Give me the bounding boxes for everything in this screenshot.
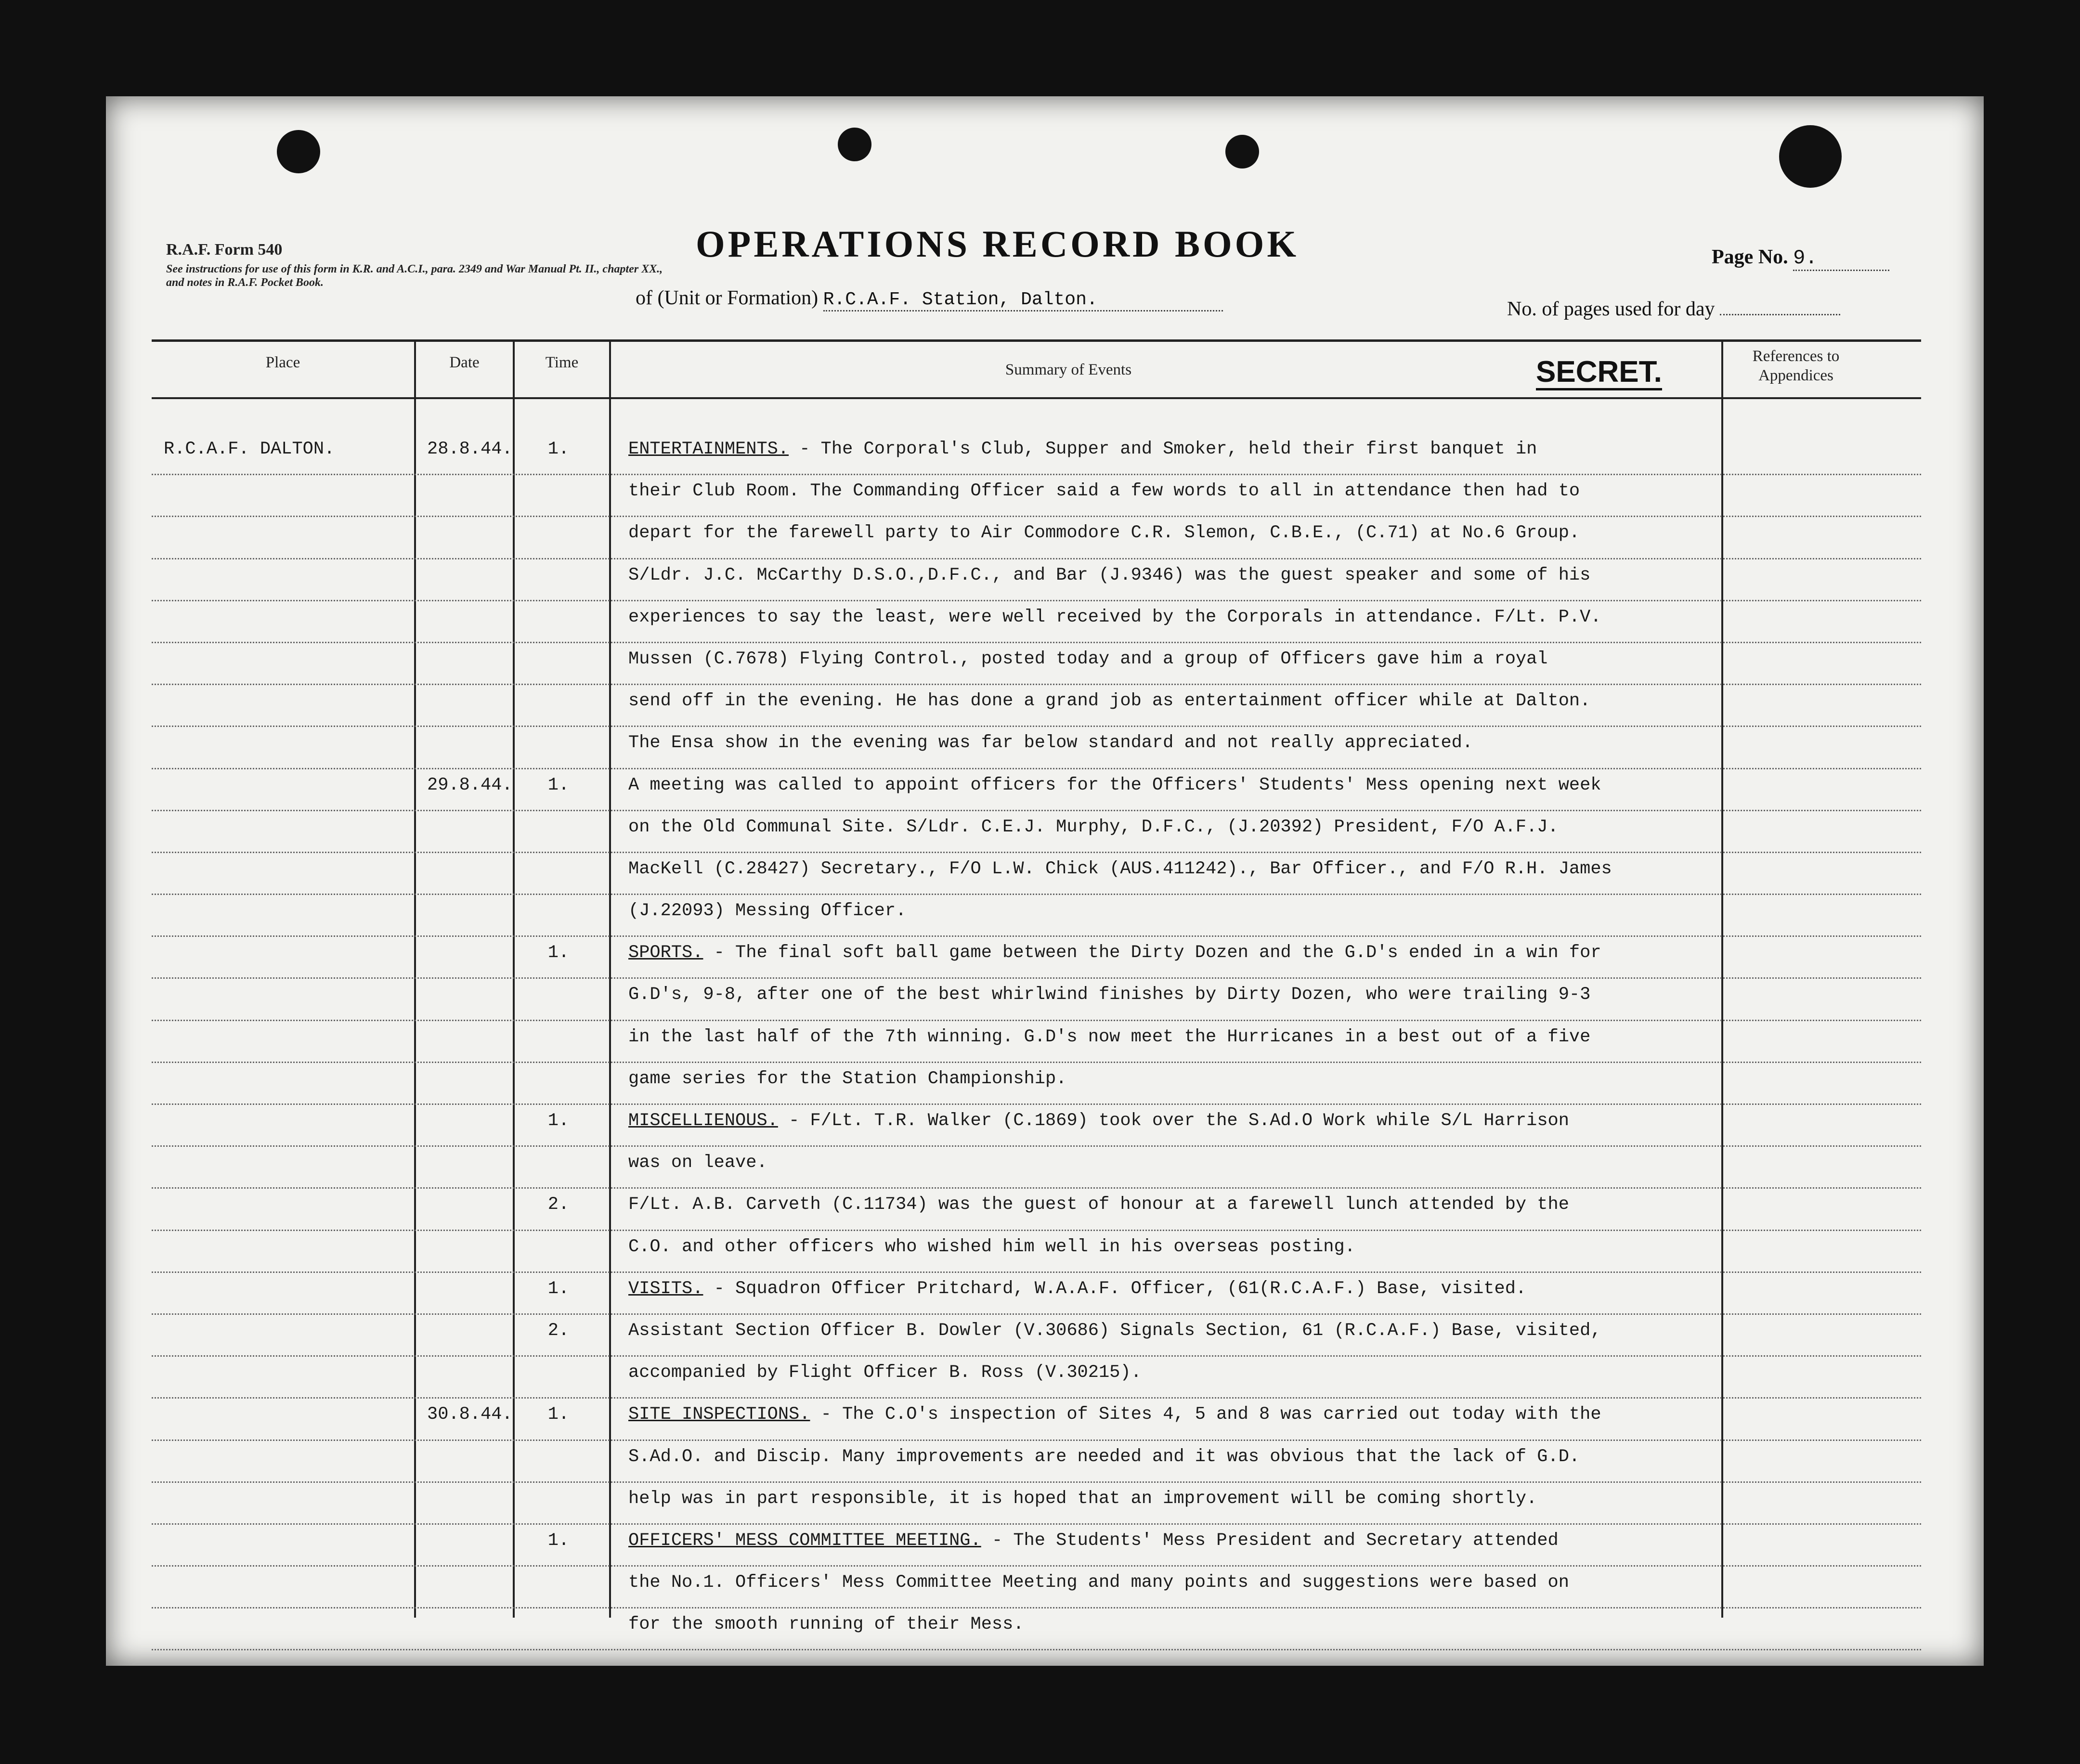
- row-text: - Squadron Officer Pritchard, W.A.A.F. Officer, (61(R.C.A.F.) Base, visited.: [703, 1278, 1527, 1299]
- row-text: - The C.O's inspection of Sites 4, 5 and 8 was carried out today with the: [810, 1404, 1601, 1425]
- row-summary: [628, 523, 1707, 543]
- row-text: game series for the Station Championship.: [628, 1068, 1067, 1089]
- pages-used-blank: [1720, 314, 1840, 315]
- row-summary: [628, 1404, 1707, 1425]
- row-text: the No.1. Officers' Mess Committee Meeting and many points and suggestions were based on: [628, 1572, 1569, 1593]
- table-row: [152, 517, 1921, 559]
- row-summary: [628, 1321, 1707, 1341]
- row-text: G.D's, 9-8, after one of the best whirlwind finishes by Dirty Dozen, who were trailing 9-3: [628, 985, 1591, 1005]
- table-row: [152, 979, 1921, 1021]
- page-number: [1712, 246, 1889, 271]
- row-text: send off in the evening. He has done a grand job as entertainment officer while at Dalton.: [628, 691, 1591, 712]
- table-row: [152, 601, 1921, 643]
- table-row: [152, 895, 1921, 937]
- table-row: [152, 1567, 1921, 1608]
- table-row: [152, 1399, 1921, 1440]
- row-text: help was in part responsible, it is hoped that an improvement will be coming shortly.: [628, 1488, 1537, 1509]
- row-summary: [628, 439, 1707, 459]
- row-place: R.C.A.F. DALTON.: [164, 439, 335, 459]
- row-summary: [628, 607, 1707, 627]
- row-text: - The final soft ball game between the Dirty Dozen and the G.D's ended in a win for: [703, 943, 1601, 963]
- pages-used-field: [1507, 298, 1840, 321]
- table-row: [152, 433, 1921, 475]
- row-text: MacKell (C.28427) Secretary., F/O L.W. Chick (AUS.411242)., Bar Officer., and F/O R.H. James: [628, 858, 1612, 879]
- row-text: in the last half of the 7th winning. G.D's now meet the Hurricanes in a best out of a five: [628, 1026, 1591, 1047]
- row-text: accompanied by Flight Officer B. Ross (V.30215).: [628, 1362, 1142, 1383]
- row-summary: [628, 649, 1707, 669]
- row-summary: [628, 1153, 1707, 1173]
- page-number-value: 9.: [1793, 246, 1889, 271]
- row-time: 1.: [547, 1404, 570, 1425]
- row-heading: SPORTS.: [628, 943, 703, 963]
- row-summary: [628, 817, 1707, 837]
- column-header-references: References to Appendices: [1752, 348, 1840, 384]
- unit-field: [636, 286, 1223, 311]
- row-summary: [628, 943, 1707, 963]
- page-title: OPERATIONS RECORD BOOK: [696, 223, 1300, 265]
- row-summary: [628, 859, 1707, 879]
- punch-hole-icon: [1779, 125, 1842, 188]
- row-time: 2.: [547, 1320, 570, 1341]
- column-header-place: Place: [265, 354, 300, 371]
- row-heading: ENTERTAINMENTS.: [628, 439, 789, 459]
- row-summary: [628, 1111, 1707, 1131]
- table-row: [152, 1147, 1921, 1189]
- page-number-label: Page No.: [1712, 246, 1788, 268]
- table-row: [152, 559, 1921, 601]
- row-summary: [628, 1194, 1707, 1215]
- table-row: [152, 1483, 1921, 1525]
- table-row: [152, 1315, 1921, 1357]
- row-time: 1.: [547, 439, 570, 459]
- row-summary: [628, 1489, 1707, 1509]
- row-time: 1.: [547, 775, 570, 795]
- row-time: 1.: [547, 1111, 570, 1131]
- row-summary: [628, 775, 1707, 795]
- row-text: experiences to say the least, were well received by the Corporals in attendance. F/Lt. P.V.: [628, 607, 1601, 627]
- row-time: 2.: [547, 1194, 570, 1215]
- table-row: [152, 1105, 1921, 1147]
- punch-hole-icon: [838, 128, 871, 161]
- row-date: 28.8.44.: [427, 439, 513, 459]
- table-row: [152, 685, 1921, 727]
- row-text: - The Corporal's Club, Supper and Smoker, held their first banquet in: [789, 439, 1537, 459]
- row-text: - F/Lt. T.R. Walker (C.1869) took over the S.Ad.O Work while S/L Harrison: [778, 1111, 1569, 1131]
- row-summary: [628, 1531, 1707, 1551]
- row-text: (J.22093) Messing Officer.: [628, 901, 907, 921]
- table-row: [152, 727, 1921, 769]
- row-summary: [628, 1362, 1707, 1383]
- row-text: The Ensa show in the evening was far below standard and not really appreciated.: [628, 733, 1473, 753]
- row-summary: [628, 1447, 1707, 1467]
- table-row: [152, 1021, 1921, 1063]
- row-time: 1.: [547, 1278, 570, 1299]
- table-row: [152, 1608, 1921, 1650]
- row-heading: MISCELLIENOUS.: [628, 1111, 778, 1131]
- table-row: [152, 1189, 1921, 1231]
- row-text: depart for the farewell party to Air Commodore C.R. Slemon, C.B.E., (C.71) at No.6 Group.: [628, 523, 1580, 544]
- row-heading: SITE INSPECTIONS.: [628, 1404, 810, 1425]
- row-text: for the smooth running of their Mess.: [628, 1614, 1024, 1635]
- record-page: [106, 96, 1984, 1666]
- row-text: Mussen (C.7678) Flying Control., posted today and a group of Officers gave him a royal: [628, 649, 1548, 669]
- row-text: S/Ldr. J.C. McCarthy D.S.O.,D.F.C., and Bar (J.9346) was the guest speaker and some of his: [628, 565, 1591, 585]
- pages-used-label: No. of pages used for day: [1507, 298, 1715, 320]
- row-summary: [628, 1614, 1707, 1634]
- row-time: 1.: [547, 943, 570, 963]
- row-text: F/Lt. A.B. Carveth (C.11734) was the guest of honour at a farewell lunch attended by the: [628, 1194, 1569, 1215]
- row-summary: [628, 565, 1707, 585]
- row-text: was on leave.: [628, 1153, 767, 1173]
- row-text: C.O. and other officers who wished him well in his overseas posting.: [628, 1236, 1355, 1257]
- row-summary: [628, 691, 1707, 711]
- row-date: 30.8.44.: [427, 1404, 513, 1425]
- unit-value: R.C.A.F. Station, Dalton.: [823, 289, 1223, 311]
- table-row: [152, 769, 1921, 811]
- table-row: [152, 475, 1921, 517]
- table-row: [152, 1063, 1921, 1105]
- row-summary: [628, 1027, 1707, 1047]
- punch-hole-icon: [1225, 135, 1259, 169]
- event-rows: [152, 433, 1921, 1650]
- column-header-summary: Summary of Events: [1005, 361, 1132, 378]
- row-text: their Club Room. The Commanding Officer said a few words to all in attendance then had to: [628, 481, 1580, 502]
- column-header-time: Time: [545, 354, 579, 371]
- form-note: See instructions for use of this form in K.R. and A.C.I., para. 2349 and War Manual Pt. II., chapter XX., and notes in R.A.F. Pocket Book.: [166, 263, 663, 289]
- table-top-rule: [152, 339, 1921, 342]
- table-header-rule: [152, 397, 1921, 399]
- table-row: [152, 1441, 1921, 1483]
- classification-stamp: SECRET.: [1536, 356, 1662, 390]
- row-time: 1.: [547, 1530, 570, 1551]
- table-row: [152, 643, 1921, 685]
- row-text: on the Old Communal Site. S/Ldr. C.E.J. Murphy, D.F.C., (J.20392) President, F/O A.F.J.: [628, 817, 1559, 837]
- row-heading: VISITS.: [628, 1278, 703, 1299]
- column-header-date: Date: [449, 354, 480, 371]
- row-summary: [628, 1279, 1707, 1299]
- table-row: [152, 1273, 1921, 1315]
- form-name: R.A.F. Form 540: [166, 241, 283, 259]
- row-text: Assistant Section Officer B. Dowler (V.30686) Signals Section, 61 (R.C.A.F.) Base, visited,: [628, 1320, 1601, 1341]
- row-summary: [628, 1069, 1707, 1089]
- table-row: [152, 1357, 1921, 1399]
- table-row: [152, 1231, 1921, 1273]
- unit-label: of (Unit or Formation): [636, 287, 819, 309]
- row-heading: OFFICERS' MESS COMMITTEE MEETING.: [628, 1530, 981, 1551]
- row-date: 29.8.44.: [427, 775, 513, 795]
- row-summary: [628, 733, 1707, 753]
- table-row: [152, 1525, 1921, 1567]
- row-summary: [628, 985, 1707, 1005]
- row-text: A meeting was called to appoint officers for the Officers' Students' Mess opening next week: [628, 775, 1601, 795]
- punch-hole-icon: [277, 130, 320, 173]
- table-row: [152, 937, 1921, 979]
- row-text: - The Students' Mess President and Secretary attended: [981, 1530, 1559, 1551]
- row-text: S.Ad.O. and Discip. Many improvements are needed and it was obvious that the lack of G.D.: [628, 1446, 1580, 1467]
- row-summary: [628, 481, 1707, 501]
- row-summary: [628, 901, 1707, 921]
- table-row: [152, 853, 1921, 895]
- row-summary: [628, 1572, 1707, 1593]
- table-row: [152, 811, 1921, 853]
- row-summary: [628, 1237, 1707, 1257]
